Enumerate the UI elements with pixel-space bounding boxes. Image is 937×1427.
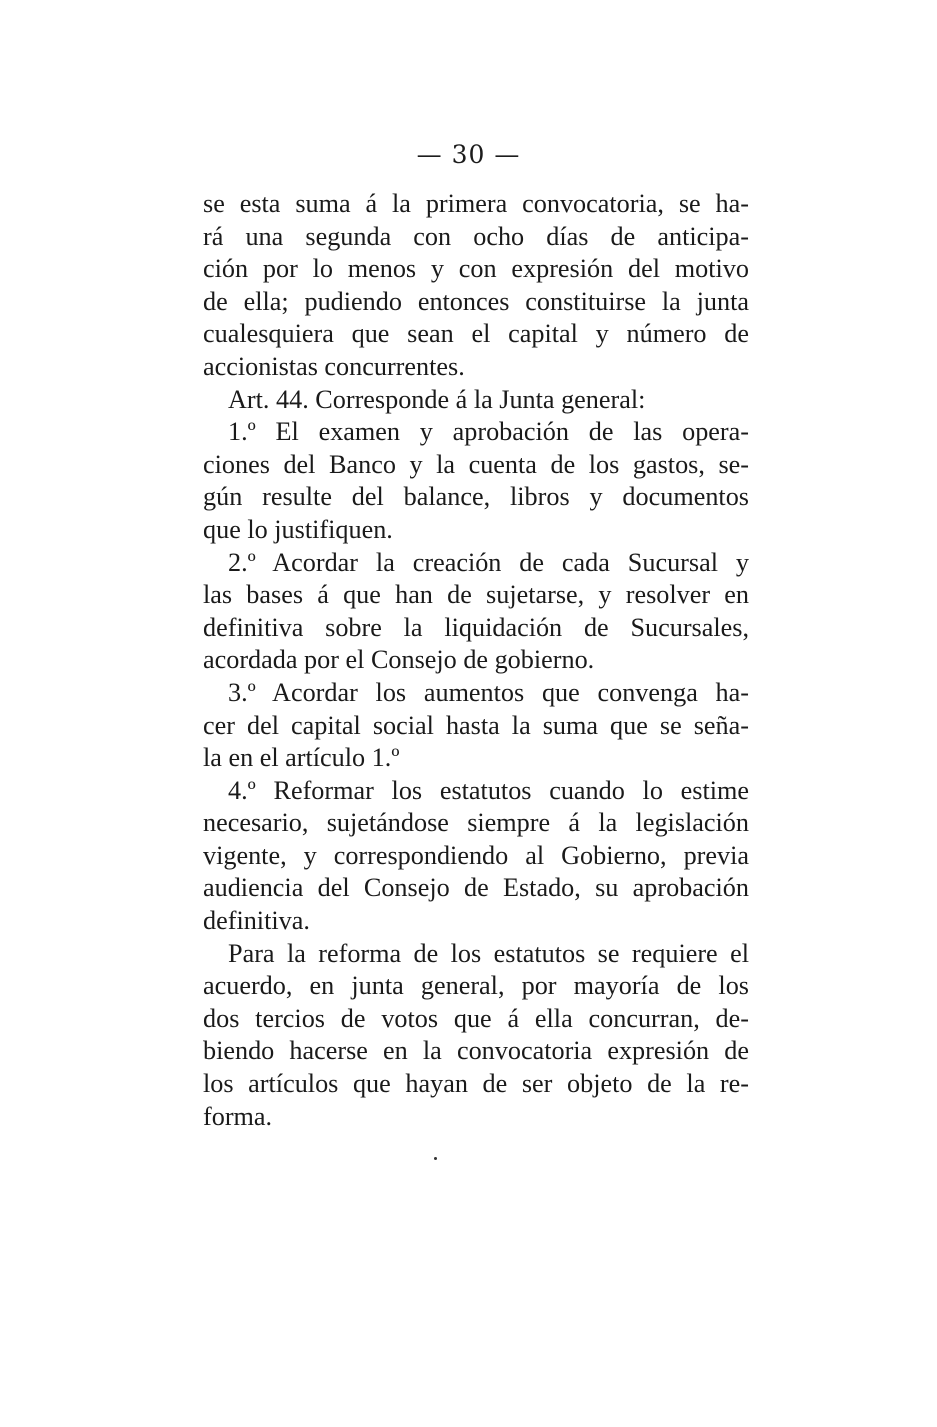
text-line: 1.º El examen y aprobación de las opera- [228, 417, 749, 447]
article-heading: Art. 44. Corresponde á la Junta general: [228, 384, 646, 414]
text-line: de ella; pudiendo entonces constituirse la junta [203, 286, 749, 316]
text-line: gún resulte del balance, libros y documentos [203, 482, 749, 512]
print-mark [434, 1157, 437, 1160]
text-line: acordada por el Consejo de gobierno. [203, 645, 595, 675]
text-line: definitiva sobre la liquidación de Sucursales, [203, 612, 749, 642]
text-line: que lo justifiquen. [203, 514, 393, 544]
text-line: accionistas concurrentes. [203, 351, 465, 381]
text-line: ciones del Banco y la cuenta de los gastos, se- [203, 449, 749, 479]
text-line: cer del capital social hasta la suma que se seña- [203, 710, 749, 740]
text-line: la en el artículo 1.º [203, 743, 400, 773]
text-line: vigente, y correspondiendo al Gobierno, previa [203, 840, 749, 870]
text-line: definitiva. [203, 906, 310, 936]
text-line: Para la reforma de los estatutos se requiere el [228, 938, 749, 968]
text-line: necesario, sujetándose siempre á la legislación [203, 808, 749, 838]
text-line: acuerdo, en junta general, por mayoría de los [203, 971, 749, 1001]
text-line: 4.º Reformar los estatutos cuando lo estime [228, 775, 749, 805]
text-line: cualesquiera que sean el capital y número de [203, 319, 749, 349]
text-line: forma. [203, 1101, 273, 1131]
page-number: — 30 — [416, 140, 521, 169]
text-line: las bases á que han de sujetarse, y resolver en [203, 580, 749, 610]
text-line: dos tercios de votos que á ella concurran, de- [203, 1003, 749, 1033]
text-line: 3.º Acordar los aumentos que convenga ha- [228, 677, 749, 707]
text-line: audiencia del Consejo de Estado, su aprobación [203, 873, 749, 903]
body-text [203, 188, 749, 1133]
text-line: rá una segunda con ocho días de anticipa- [203, 221, 749, 251]
text-line: 2.º Acordar la creación de cada Sucursal y [228, 547, 749, 577]
text-line: se esta suma á la primera convocatoria, se ha- [203, 189, 749, 218]
text-line: los artículos que hayan de ser objeto de la re- [203, 1069, 749, 1099]
text-line: biendo hacerse en la convocatoria expresión de [203, 1036, 749, 1066]
text-line: ción por lo menos y con expresión del motivo [203, 254, 749, 284]
